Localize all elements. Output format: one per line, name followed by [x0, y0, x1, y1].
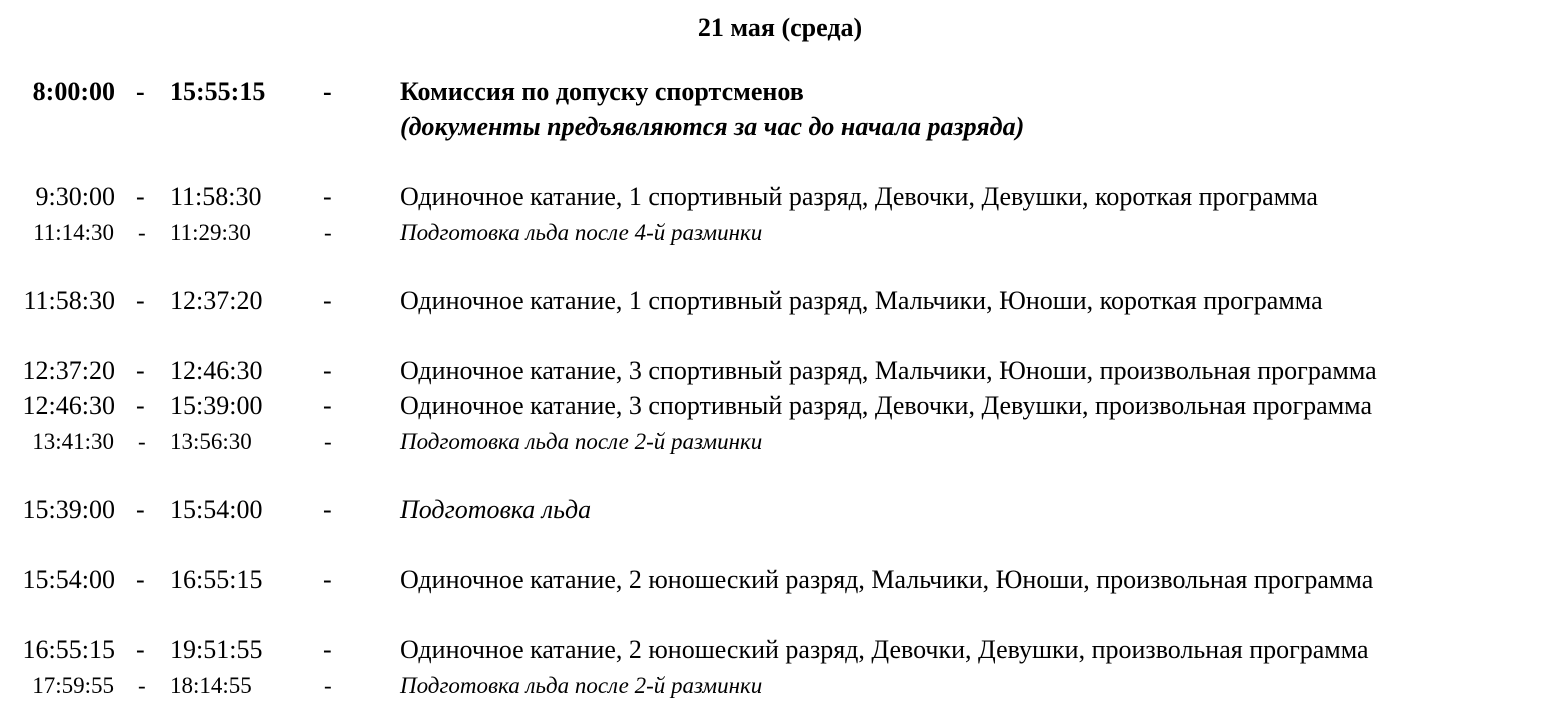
- start-time: 12:37:20: [22, 356, 115, 385]
- schedule-row-ice-prep: [0, 493, 1542, 527]
- end-time: 15:55:15: [170, 77, 266, 106]
- start-time: 11:14:30: [33, 220, 114, 245]
- schedule-row: [0, 563, 1542, 597]
- time-separator: -: [136, 391, 145, 420]
- start-time: 16:55:15: [22, 635, 115, 664]
- event-description: Подготовка льда: [400, 495, 592, 524]
- schedule-row: [0, 284, 1542, 318]
- end-time: 12:37:20: [170, 286, 263, 315]
- start-time: 13:41:30: [32, 429, 114, 454]
- description-separator: -: [323, 391, 332, 420]
- description-separator: -: [323, 286, 332, 315]
- schedule-row-ice-prep: [0, 425, 1542, 459]
- event-description: Одиночное катание, 3 спортивный разряд, Девочки, Девушки, произвольная программа: [400, 391, 1372, 420]
- page-title: 21 мая (среда): [697, 13, 863, 42]
- event-description: Одиночное катание, 3 спортивный разряд, Мальчики, Юноши, произвольная программа: [400, 356, 1377, 385]
- event-description: Одиночное катание, 1 спортивный разряд, Девочки, Девушки, короткая программа: [400, 182, 1318, 211]
- description-separator: -: [324, 429, 332, 454]
- event-description: Одиночное катание, 2 юношеский разряд, Мальчики, Юноши, произвольная программа: [400, 565, 1374, 594]
- time-separator: -: [136, 182, 145, 211]
- time-separator: -: [136, 286, 145, 315]
- start-time: 8:00:00: [32, 77, 115, 106]
- event-description: Комиссия по допуску спортсменов: [400, 77, 804, 106]
- time-separator: -: [138, 220, 146, 245]
- end-time: 19:51:55: [170, 635, 263, 664]
- event-description: Одиночное катание, 1 спортивный разряд, Мальчики, Юноши, короткая программа: [400, 286, 1323, 315]
- end-time: 13:56:30: [170, 429, 252, 454]
- event-description: Подготовка льда после 2-й разминки: [400, 673, 763, 698]
- end-time: 11:29:30: [170, 220, 251, 245]
- start-time: 9:30:00: [35, 182, 115, 211]
- description-separator: -: [323, 565, 332, 594]
- end-time: 18:14:55: [170, 673, 252, 698]
- description-separator: -: [323, 77, 332, 106]
- end-time: 12:46:30: [170, 356, 263, 385]
- schedule-row-commission: [0, 75, 1542, 109]
- time-separator: -: [138, 673, 146, 698]
- event-description: Одиночное катание, 2 юношеский разряд, Девочки, Девушки, произвольная программа: [400, 635, 1369, 664]
- description-separator: -: [323, 356, 332, 385]
- end-time: 15:54:00: [170, 495, 263, 524]
- description-separator: -: [323, 635, 332, 664]
- schedule-row-ice-prep: [0, 216, 1542, 250]
- time-separator: -: [136, 565, 145, 594]
- start-time: 15:39:00: [22, 495, 115, 524]
- description-separator: -: [324, 673, 332, 698]
- time-separator: -: [136, 77, 145, 106]
- schedule-row: [0, 354, 1542, 388]
- time-separator: -: [138, 429, 146, 454]
- schedule-row-ice-prep: [0, 669, 1542, 703]
- start-time: 17:59:55: [32, 673, 114, 698]
- end-time: 11:58:30: [170, 182, 262, 211]
- time-separator: -: [136, 635, 145, 664]
- time-separator: -: [136, 495, 145, 524]
- time-separator: -: [136, 356, 145, 385]
- end-time: 16:55:15: [170, 565, 263, 594]
- commission-note: (документы предъявляются за час до начала разряда): [400, 112, 1025, 141]
- schedule-row: [0, 389, 1542, 423]
- event-description: Подготовка льда после 4-й разминки: [400, 220, 763, 245]
- event-description: Подготовка льда после 2-й разминки: [400, 429, 763, 454]
- start-time: 15:54:00: [22, 565, 115, 594]
- start-time: 11:58:30: [23, 286, 115, 315]
- description-separator: -: [323, 495, 332, 524]
- start-time: 12:46:30: [22, 391, 115, 420]
- description-separator: -: [324, 220, 332, 245]
- description-separator: -: [323, 182, 332, 211]
- schedule-row: [0, 180, 1542, 214]
- end-time: 15:39:00: [170, 391, 263, 420]
- schedule-row: [0, 633, 1542, 667]
